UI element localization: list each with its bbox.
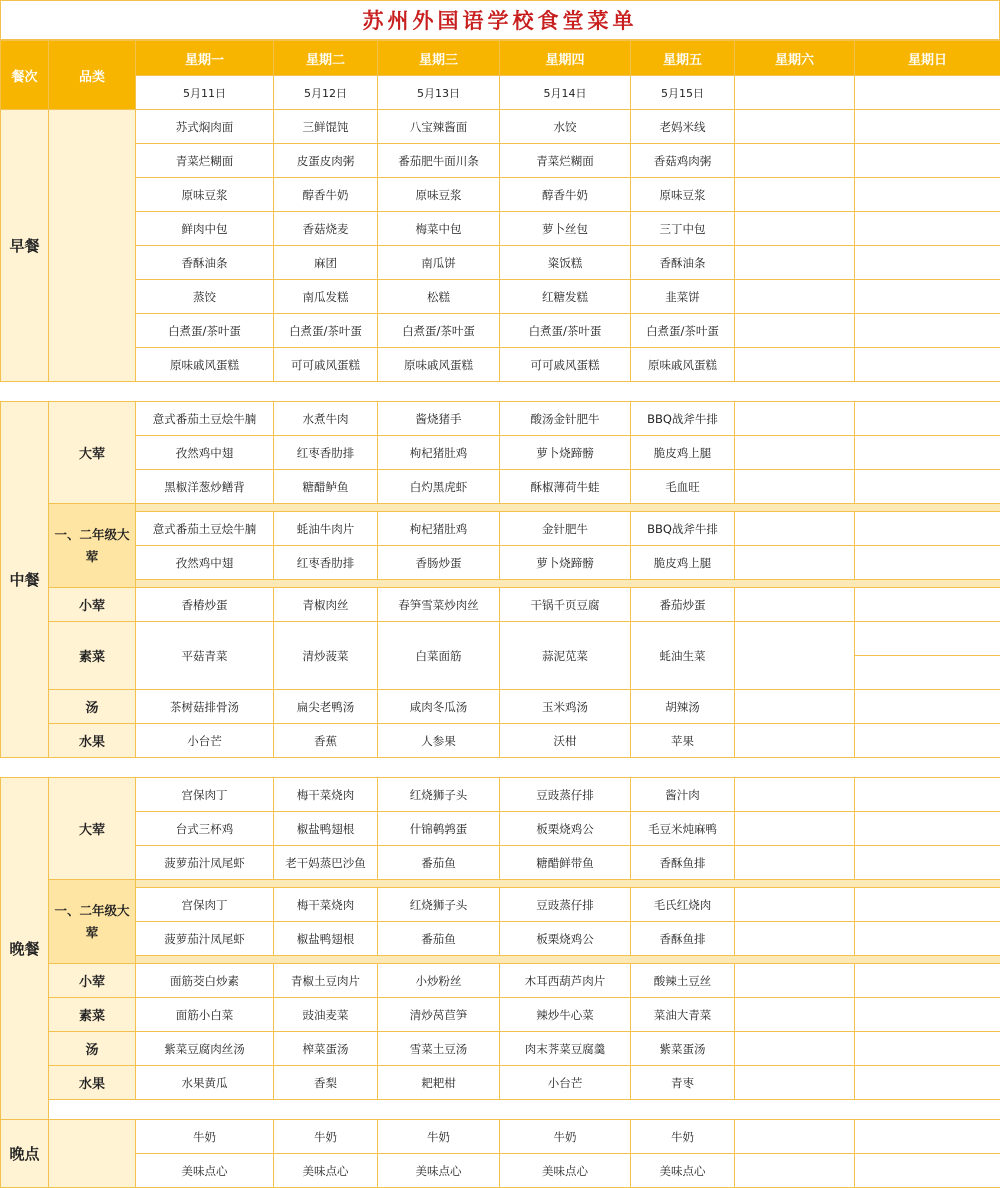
dish-cell: 原味戚风蛋糕 xyxy=(136,348,274,382)
category-label: 一、二年级大荤 xyxy=(49,880,136,964)
table-row xyxy=(1,470,1000,504)
empty-cell xyxy=(855,846,1000,880)
dish-cell: 糖醋鲜带鱼 xyxy=(500,846,631,880)
day-header: 星期五 xyxy=(631,41,735,76)
dish-cell: 白灼黑虎虾 xyxy=(378,470,500,504)
dish-cell: 意式番茄土豆烩牛腩 xyxy=(136,512,274,546)
dish-cell: 松糕 xyxy=(378,280,500,314)
dish-cell: 红烧狮子头 xyxy=(378,888,500,922)
dish-cell: 雪菜土豆汤 xyxy=(378,1032,500,1066)
dish-cell: 番茄鱼 xyxy=(378,922,500,956)
table-row xyxy=(1,504,1000,512)
dish-cell: 美味点心 xyxy=(378,1154,500,1188)
empty-cell xyxy=(855,998,1000,1032)
dish-cell: 毛血旺 xyxy=(631,470,735,504)
dish-cell: 八宝辣酱面 xyxy=(378,110,500,144)
empty-cell xyxy=(735,314,855,348)
dish-cell: 美味点心 xyxy=(274,1154,378,1188)
dish-cell: 面筋小白菜 xyxy=(136,998,274,1032)
dish-cell: 什锦鹌鹑蛋 xyxy=(378,812,500,846)
empty-cell xyxy=(855,622,1000,656)
empty-cell xyxy=(735,470,855,504)
empty-cell xyxy=(855,280,1000,314)
empty-cell xyxy=(855,1120,1000,1154)
empty-cell xyxy=(735,1066,855,1100)
empty-cell xyxy=(855,588,1000,622)
category-label: 汤 xyxy=(49,1032,136,1066)
dish-cell: 扁尖老鸭汤 xyxy=(274,690,378,724)
dish-cell: 白菜面筋 xyxy=(378,622,500,690)
category-label: 素菜 xyxy=(49,998,136,1032)
empty-cell xyxy=(855,314,1000,348)
table-row xyxy=(1,888,1000,922)
table-row xyxy=(1,880,1000,888)
dish-cell: 水果黄瓜 xyxy=(136,1066,274,1100)
dish-cell: 板栗烧鸡公 xyxy=(500,812,631,846)
date-cell xyxy=(735,76,855,110)
dish-cell: 鲜肉中包 xyxy=(136,212,274,246)
empty-cell xyxy=(735,622,855,690)
category-label: 一、二年级大荤 xyxy=(49,504,136,588)
dish-cell: 枸杞猪肚鸡 xyxy=(378,512,500,546)
empty-cell xyxy=(735,998,855,1032)
day-header: 星期一 xyxy=(136,41,274,76)
empty-cell xyxy=(735,922,855,956)
empty-cell xyxy=(735,546,855,580)
menu-title: 苏州外国语学校食堂菜单 xyxy=(0,0,1000,40)
dish-cell: 萝卜丝包 xyxy=(500,212,631,246)
dish-cell: 豆豉蒸仔排 xyxy=(500,888,631,922)
section-band xyxy=(136,880,1000,888)
dish-cell: 原味豆浆 xyxy=(631,178,735,212)
table-row xyxy=(1,41,1000,76)
table-row xyxy=(1,846,1000,880)
empty-cell xyxy=(855,546,1000,580)
menu-table xyxy=(0,40,1000,1188)
dish-cell: 白煮蛋/茶叶蛋 xyxy=(500,314,631,348)
category-label: 水果 xyxy=(49,724,136,758)
dish-cell: 孜然鸡中翅 xyxy=(136,546,274,580)
table-row xyxy=(1,436,1000,470)
empty-cell xyxy=(855,246,1000,280)
table-row xyxy=(1,1066,1000,1100)
table-row xyxy=(1,964,1000,998)
table-row xyxy=(1,212,1000,246)
dish-cell: 牛奶 xyxy=(378,1120,500,1154)
dish-cell: 意式番茄土豆烩牛腩 xyxy=(136,402,274,436)
dish-cell: 原味豆浆 xyxy=(136,178,274,212)
dish-cell: 皮蛋皮肉粥 xyxy=(274,144,378,178)
dish-cell: 肉末荠菜豆腐羹 xyxy=(500,1032,631,1066)
empty-cell xyxy=(855,656,1000,690)
empty-cell xyxy=(855,178,1000,212)
dish-cell: 蚝油牛肉片 xyxy=(274,512,378,546)
dish-cell: 红烧狮子头 xyxy=(378,778,500,812)
dish-cell: 榨菜蛋汤 xyxy=(274,1032,378,1066)
category-label xyxy=(49,110,136,382)
dish-cell: 宫保肉丁 xyxy=(136,888,274,922)
dish-cell: 牛奶 xyxy=(274,1120,378,1154)
empty-cell xyxy=(735,144,855,178)
dish-cell: 豉油麦菜 xyxy=(274,998,378,1032)
empty-cell xyxy=(855,964,1000,998)
dish-cell: 萝卜烧蹄髈 xyxy=(500,436,631,470)
day-header: 星期二 xyxy=(274,41,378,76)
dish-cell: 白煮蛋/茶叶蛋 xyxy=(631,314,735,348)
dish-cell: 原味豆浆 xyxy=(378,178,500,212)
dish-cell: 萝卜烧蹄髈 xyxy=(500,546,631,580)
table-row xyxy=(1,922,1000,956)
dish-cell: 番茄炒蛋 xyxy=(631,588,735,622)
dish-cell: 香肠炒蛋 xyxy=(378,546,500,580)
dish-cell: 香蕉 xyxy=(274,724,378,758)
dish-cell: 醇香牛奶 xyxy=(500,178,631,212)
dish-cell: 水煮牛肉 xyxy=(274,402,378,436)
dish-cell: 面筋茭白炒素 xyxy=(136,964,274,998)
category-label: 大荤 xyxy=(49,778,136,880)
empty-cell xyxy=(735,846,855,880)
dish-cell: 干锅千页豆腐 xyxy=(500,588,631,622)
category-label: 水果 xyxy=(49,1066,136,1100)
dish-cell: 脆皮鸡上腿 xyxy=(631,546,735,580)
empty-cell xyxy=(855,144,1000,178)
dish-cell: 韭菜饼 xyxy=(631,280,735,314)
dish-cell: 香酥鱼排 xyxy=(631,846,735,880)
dish-cell: 梅菜中包 xyxy=(378,212,500,246)
empty-cell xyxy=(735,512,855,546)
dish-cell: 小台芒 xyxy=(136,724,274,758)
table-row xyxy=(1,1154,1000,1188)
dish-cell: 三鲜馄饨 xyxy=(274,110,378,144)
dish-cell: 板栗烧鸡公 xyxy=(500,922,631,956)
dish-cell: 红枣香肋排 xyxy=(274,436,378,470)
table-row xyxy=(1,1100,1000,1120)
category-label: 大荤 xyxy=(49,402,136,504)
section-gap xyxy=(1,758,1000,778)
dish-cell: 香酥油条 xyxy=(136,246,274,280)
dish-cell: 三丁中包 xyxy=(631,212,735,246)
dish-cell: 清炒莴苣笋 xyxy=(378,998,500,1032)
table-row xyxy=(1,690,1000,724)
table-row xyxy=(1,812,1000,846)
dish-cell: 青椒土豆肉片 xyxy=(274,964,378,998)
section-band xyxy=(136,580,1000,588)
category-label: 小荤 xyxy=(49,964,136,998)
dish-cell: 梅干菜烧肉 xyxy=(274,778,378,812)
empty-cell xyxy=(855,690,1000,724)
empty-cell xyxy=(735,964,855,998)
section-band xyxy=(136,504,1000,512)
table-row xyxy=(1,758,1000,778)
dish-cell: 青菜烂糊面 xyxy=(500,144,631,178)
dish-cell: 菠萝茄汁凤尾虾 xyxy=(136,922,274,956)
dish-cell: 脆皮鸡上腿 xyxy=(631,436,735,470)
dish-cell: 小炒粉丝 xyxy=(378,964,500,998)
dish-cell: 原味戚风蛋糕 xyxy=(378,348,500,382)
dish-cell: 白煮蛋/茶叶蛋 xyxy=(136,314,274,348)
empty-cell xyxy=(735,348,855,382)
dish-cell: 酥椒薄荷牛蛙 xyxy=(500,470,631,504)
table-row xyxy=(1,314,1000,348)
category-label: 小荤 xyxy=(49,588,136,622)
table-row xyxy=(1,546,1000,580)
dish-cell: 香酥油条 xyxy=(631,246,735,280)
empty-cell xyxy=(855,812,1000,846)
dish-cell: 春笋雪菜炒肉丝 xyxy=(378,588,500,622)
section-gap xyxy=(49,1100,1000,1120)
empty-cell xyxy=(855,110,1000,144)
meal-header: 餐次 xyxy=(1,41,49,110)
table-row xyxy=(1,382,1000,402)
dish-cell: 南瓜饼 xyxy=(378,246,500,280)
dish-cell: 美味点心 xyxy=(136,1154,274,1188)
dish-cell: 木耳西葫芦肉片 xyxy=(500,964,631,998)
dish-cell: 清炒菠菜 xyxy=(274,622,378,690)
day-header: 星期三 xyxy=(378,41,500,76)
dish-cell: 老干妈蒸巴沙鱼 xyxy=(274,846,378,880)
dish-cell: BBQ战斧牛排 xyxy=(631,512,735,546)
dish-cell: 番茄鱼 xyxy=(378,846,500,880)
dish-cell: 番茄肥牛面川条 xyxy=(378,144,500,178)
section-band xyxy=(136,956,1000,964)
empty-cell xyxy=(735,888,855,922)
dish-cell: 菠萝茄汁凤尾虾 xyxy=(136,846,274,880)
dish-cell: BBQ战斧牛排 xyxy=(631,402,735,436)
dish-cell: 美味点心 xyxy=(631,1154,735,1188)
dish-cell: 红糖发糕 xyxy=(500,280,631,314)
section-gap xyxy=(1,382,1000,402)
dish-cell: 老妈米线 xyxy=(631,110,735,144)
dish-cell: 青椒肉丝 xyxy=(274,588,378,622)
date-cell xyxy=(855,76,1000,110)
empty-cell xyxy=(735,110,855,144)
dish-cell: 麻团 xyxy=(274,246,378,280)
dish-cell: 黑椒洋葱炒鳝背 xyxy=(136,470,274,504)
table-row xyxy=(1,402,1000,436)
dish-cell: 平菇青菜 xyxy=(136,622,274,690)
empty-cell xyxy=(855,1066,1000,1100)
empty-cell xyxy=(735,778,855,812)
dish-cell: 咸肉冬瓜汤 xyxy=(378,690,500,724)
empty-cell xyxy=(855,512,1000,546)
empty-cell xyxy=(855,436,1000,470)
dish-cell: 蒸饺 xyxy=(136,280,274,314)
empty-cell xyxy=(735,1120,855,1154)
empty-cell xyxy=(735,690,855,724)
category-label xyxy=(49,1120,136,1188)
dish-cell: 玉米鸡汤 xyxy=(500,690,631,724)
empty-cell xyxy=(735,1032,855,1066)
date-cell: 5月14日 xyxy=(500,76,631,110)
dish-cell: 酱烧猪手 xyxy=(378,402,500,436)
table-row xyxy=(1,512,1000,546)
category-label: 素菜 xyxy=(49,622,136,690)
date-cell: 5月13日 xyxy=(378,76,500,110)
empty-cell xyxy=(735,812,855,846)
dish-cell: 酸汤金针肥牛 xyxy=(500,402,631,436)
meal-label: 晚餐 xyxy=(1,778,49,1120)
table-row xyxy=(1,1032,1000,1066)
empty-cell xyxy=(855,1032,1000,1066)
dish-cell: 青枣 xyxy=(631,1066,735,1100)
dish-cell: 可可戚风蛋糕 xyxy=(500,348,631,382)
meal-label: 晚点 xyxy=(1,1120,49,1188)
dish-cell: 酸辣土豆丝 xyxy=(631,964,735,998)
category-header: 品类 xyxy=(49,41,136,110)
dish-cell: 白煮蛋/茶叶蛋 xyxy=(274,314,378,348)
empty-cell xyxy=(735,280,855,314)
table-row xyxy=(1,110,1000,144)
empty-cell xyxy=(735,178,855,212)
empty-cell xyxy=(735,246,855,280)
empty-cell xyxy=(735,724,855,758)
dish-cell: 蒜泥苋菜 xyxy=(500,622,631,690)
dish-cell: 紫菜豆腐肉丝汤 xyxy=(136,1032,274,1066)
empty-cell xyxy=(855,778,1000,812)
day-header: 星期四 xyxy=(500,41,631,76)
table-row xyxy=(1,280,1000,314)
table-row xyxy=(1,998,1000,1032)
dish-cell: 香椿炒蛋 xyxy=(136,588,274,622)
empty-cell xyxy=(855,922,1000,956)
dish-cell: 小台芒 xyxy=(500,1066,631,1100)
table-row xyxy=(1,778,1000,812)
dish-cell: 香酥鱼排 xyxy=(631,922,735,956)
dish-cell: 菜油大青菜 xyxy=(631,998,735,1032)
empty-cell xyxy=(855,402,1000,436)
dish-cell: 椒盐鸭翅根 xyxy=(274,922,378,956)
category-label: 汤 xyxy=(49,690,136,724)
empty-cell xyxy=(855,348,1000,382)
dish-cell: 苹果 xyxy=(631,724,735,758)
dish-cell: 酱汁肉 xyxy=(631,778,735,812)
date-cell: 5月15日 xyxy=(631,76,735,110)
table-row xyxy=(1,622,1000,656)
meal-label: 早餐 xyxy=(1,110,49,382)
dish-cell: 豆豉蒸仔排 xyxy=(500,778,631,812)
table-row xyxy=(1,588,1000,622)
empty-cell xyxy=(855,724,1000,758)
dish-cell: 沃柑 xyxy=(500,724,631,758)
dish-cell: 毛氏红烧肉 xyxy=(631,888,735,922)
table-row xyxy=(1,724,1000,758)
dish-cell: 红枣香肋排 xyxy=(274,546,378,580)
dish-cell: 枸杞猪肚鸡 xyxy=(378,436,500,470)
dish-cell: 南瓜发糕 xyxy=(274,280,378,314)
date-cell: 5月12日 xyxy=(274,76,378,110)
dish-cell: 水饺 xyxy=(500,110,631,144)
table-row xyxy=(1,246,1000,280)
table-row xyxy=(1,1120,1000,1154)
dish-cell: 宫保肉丁 xyxy=(136,778,274,812)
dish-cell: 梅干菜烧肉 xyxy=(274,888,378,922)
dish-cell: 香梨 xyxy=(274,1066,378,1100)
dish-cell: 胡辣汤 xyxy=(631,690,735,724)
dish-cell: 可可戚风蛋糕 xyxy=(274,348,378,382)
dish-cell: 醇香牛奶 xyxy=(274,178,378,212)
dish-cell: 辣炒牛心菜 xyxy=(500,998,631,1032)
table-row xyxy=(1,144,1000,178)
dish-cell: 蚝油生菜 xyxy=(631,622,735,690)
dish-cell: 牛奶 xyxy=(500,1120,631,1154)
dish-cell: 茶树菇排骨汤 xyxy=(136,690,274,724)
empty-cell xyxy=(735,436,855,470)
empty-cell xyxy=(735,588,855,622)
dish-cell: 孜然鸡中翅 xyxy=(136,436,274,470)
dish-cell: 牛奶 xyxy=(631,1120,735,1154)
dish-cell: 苏式焖肉面 xyxy=(136,110,274,144)
dish-cell: 香菇鸡肉粥 xyxy=(631,144,735,178)
dish-cell: 糖醋鲈鱼 xyxy=(274,470,378,504)
dish-cell: 人参果 xyxy=(378,724,500,758)
dish-cell: 椒盐鸭翅根 xyxy=(274,812,378,846)
date-cell: 5月11日 xyxy=(136,76,274,110)
table-row xyxy=(1,178,1000,212)
dish-cell: 紫菜蛋汤 xyxy=(631,1032,735,1066)
meal-label: 中餐 xyxy=(1,402,49,758)
day-header: 星期日 xyxy=(855,41,1000,76)
dish-cell: 白煮蛋/茶叶蛋 xyxy=(378,314,500,348)
dish-cell: 耙耙柑 xyxy=(378,1066,500,1100)
empty-cell xyxy=(735,1154,855,1188)
dish-cell: 香菇烧麦 xyxy=(274,212,378,246)
dish-cell: 牛奶 xyxy=(136,1120,274,1154)
empty-cell xyxy=(855,888,1000,922)
empty-cell xyxy=(855,1154,1000,1188)
day-header: 星期六 xyxy=(735,41,855,76)
dish-cell: 台式三杯鸡 xyxy=(136,812,274,846)
dish-cell: 原味戚风蛋糕 xyxy=(631,348,735,382)
dish-cell: 青菜烂糊面 xyxy=(136,144,274,178)
dish-cell: 金针肥牛 xyxy=(500,512,631,546)
dish-cell: 粢饭糕 xyxy=(500,246,631,280)
table-row xyxy=(1,956,1000,964)
dish-cell: 美味点心 xyxy=(500,1154,631,1188)
table-row xyxy=(1,76,1000,110)
empty-cell xyxy=(855,470,1000,504)
dish-cell: 毛豆米炖麻鸭 xyxy=(631,812,735,846)
table-row xyxy=(1,580,1000,588)
empty-cell xyxy=(855,212,1000,246)
table-row xyxy=(1,348,1000,382)
empty-cell xyxy=(735,402,855,436)
empty-cell xyxy=(735,212,855,246)
